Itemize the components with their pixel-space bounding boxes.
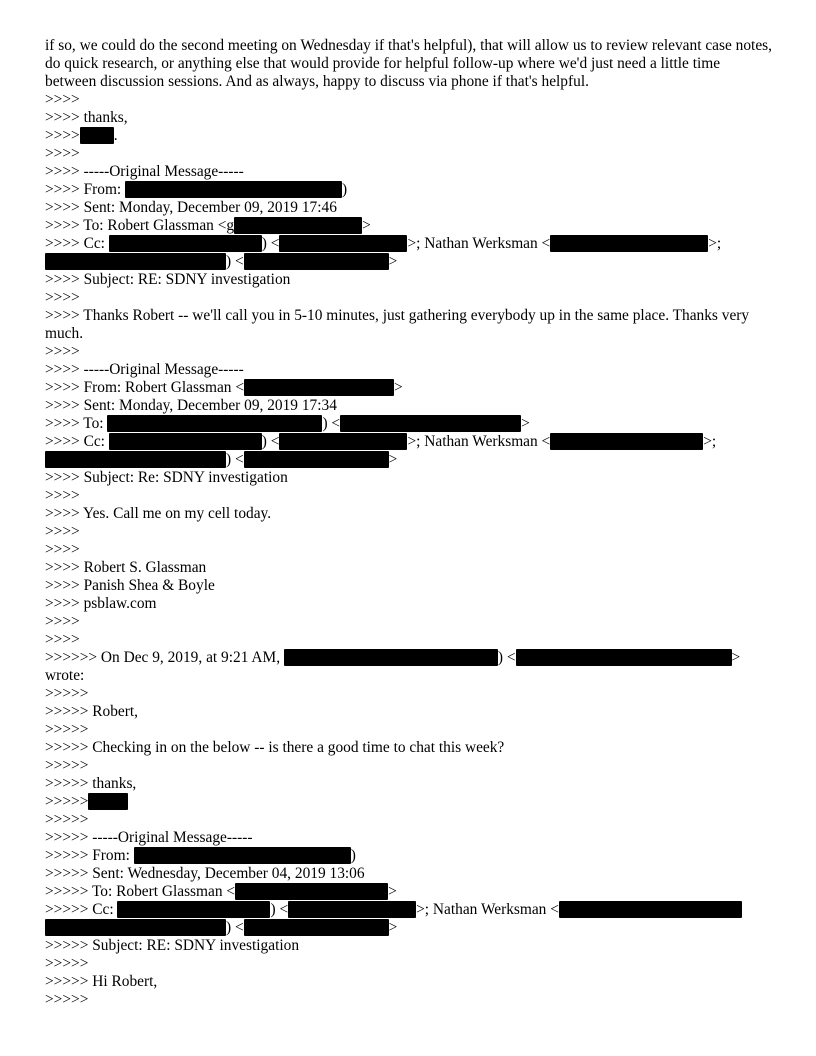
redaction-block bbox=[279, 433, 407, 450]
redaction-block bbox=[279, 235, 407, 252]
redaction-block bbox=[550, 235, 708, 252]
wrote-line: wrote: bbox=[45, 667, 85, 684]
cc-line: >>>> Cc: ) < >; Nathan Werksman < >; bbox=[45, 235, 722, 252]
redaction-block bbox=[244, 253, 389, 270]
signature-firm: >>>> Panish Shea & Boyle bbox=[45, 577, 215, 594]
cc-line: >>>>> Cc: ) < >; Nathan Werksman < bbox=[45, 901, 775, 919]
redaction-block bbox=[550, 433, 703, 450]
redaction-block bbox=[125, 181, 342, 198]
redaction-block bbox=[45, 919, 226, 936]
message-body: >>>> Yes. Call me on my cell today. bbox=[45, 505, 272, 522]
message-body: >>>>> Checking in on the below -- is there a good time to chat this week? bbox=[45, 739, 505, 756]
cc-line-continued: ) < > bbox=[45, 253, 775, 271]
quote-line: >>>>> bbox=[45, 811, 89, 828]
redaction-block bbox=[109, 235, 262, 252]
email-thread bbox=[45, 37, 775, 1009]
subject-line: >>>>> Subject: RE: SDNY investigation bbox=[45, 937, 300, 954]
subject-line: >>>> Subject: RE: SDNY investigation bbox=[45, 271, 291, 288]
body-paragraph: if so, we could do the second meeting on Wednesday if that's helpful), that will allow us to review relevant case notes, do quick research, or anything else that would provide for helpful follow-up where we'd just need a little time between discussion sessions. And as always, happy to discuss via phone if that's helpful. bbox=[45, 37, 772, 90]
redaction-block bbox=[235, 883, 388, 900]
redaction-block bbox=[340, 415, 521, 432]
quote-line: >>>>> bbox=[45, 757, 89, 774]
to-line: >>>>> To: Robert Glassman < > bbox=[45, 883, 397, 900]
quote-line: >>>> bbox=[45, 631, 80, 648]
quote-line: >>>>> bbox=[45, 991, 89, 1008]
from-line: >>>>> From: ) bbox=[45, 847, 356, 864]
sent-line: >>>> Sent: Monday, December 09, 2019 17:34 bbox=[45, 397, 337, 414]
redaction-block bbox=[244, 451, 389, 468]
redaction-block bbox=[109, 433, 262, 450]
quote-line: >>>> bbox=[45, 613, 80, 630]
redaction-block bbox=[134, 847, 351, 864]
greeting-line: >>>>> Robert, bbox=[45, 703, 138, 720]
quote-line: >>>> bbox=[45, 541, 80, 558]
redaction-block bbox=[559, 901, 742, 918]
cc-line-continued: ) < > bbox=[45, 451, 775, 469]
message-body: >>>> Thanks Robert -- we'll call you in 5-10 minutes, just gathering everybody up in the same place. Thanks very much. bbox=[45, 307, 750, 342]
redaction-block bbox=[284, 649, 498, 666]
redaction-block bbox=[288, 901, 416, 918]
quote-line: >>>> bbox=[45, 91, 80, 108]
original-message-header: >>>>> -----Original Message----- bbox=[45, 829, 253, 846]
signoff-line: >>>> . bbox=[45, 127, 118, 144]
redaction-block bbox=[80, 127, 114, 144]
signature-name: >>>> Robert S. Glassman bbox=[45, 559, 207, 576]
sent-line: >>>>> Sent: Wednesday, December 04, 2019 13:06 bbox=[45, 865, 365, 882]
to-line: >>>> To: ) < > bbox=[45, 415, 530, 432]
from-line: >>>> From: ) bbox=[45, 181, 348, 198]
original-message-header: >>>> -----Original Message----- bbox=[45, 361, 244, 378]
thanks-line: >>>>> thanks, bbox=[45, 775, 137, 792]
cc-line-continued: ) < > bbox=[45, 919, 775, 937]
redaction-block bbox=[516, 649, 732, 666]
redaction-block bbox=[244, 919, 389, 936]
signature-website: >>>> psblaw.com bbox=[45, 595, 157, 612]
redaction-block bbox=[88, 793, 128, 810]
redaction-block bbox=[107, 415, 322, 432]
redaction-block bbox=[244, 379, 394, 396]
original-message-header: >>>> -----Original Message----- bbox=[45, 163, 244, 180]
quote-line: >>>> bbox=[45, 145, 80, 162]
redaction-block bbox=[45, 253, 226, 270]
quote-line: >>>>> bbox=[45, 955, 89, 972]
attribution-line: >>>>>> On Dec 9, 2019, at 9:21 AM, ) < > bbox=[45, 649, 741, 666]
to-line: >>>> To: Robert Glassman <g > bbox=[45, 217, 371, 234]
quote-line: >>>>> bbox=[45, 721, 89, 738]
thanks-line: >>>> thanks, bbox=[45, 109, 128, 126]
subject-line: >>>> Subject: Re: SDNY investigation bbox=[45, 469, 288, 486]
redaction-block bbox=[45, 451, 226, 468]
quote-line: >>>> bbox=[45, 523, 80, 540]
signoff-line: >>>>> bbox=[45, 793, 775, 811]
sent-line: >>>> Sent: Monday, December 09, 2019 17:46 bbox=[45, 199, 337, 216]
quote-line: >>>> bbox=[45, 343, 80, 360]
cc-line: >>>> Cc: ) < >; Nathan Werksman < >; bbox=[45, 433, 717, 450]
quote-line: >>>> bbox=[45, 487, 80, 504]
redaction-block bbox=[234, 217, 362, 234]
quote-line: >>>>> bbox=[45, 685, 89, 702]
quote-line: >>>> bbox=[45, 289, 80, 306]
from-line: >>>> From: Robert Glassman < > bbox=[45, 379, 403, 396]
greeting-line: >>>>> Hi Robert, bbox=[45, 973, 158, 990]
redaction-block bbox=[117, 901, 270, 918]
